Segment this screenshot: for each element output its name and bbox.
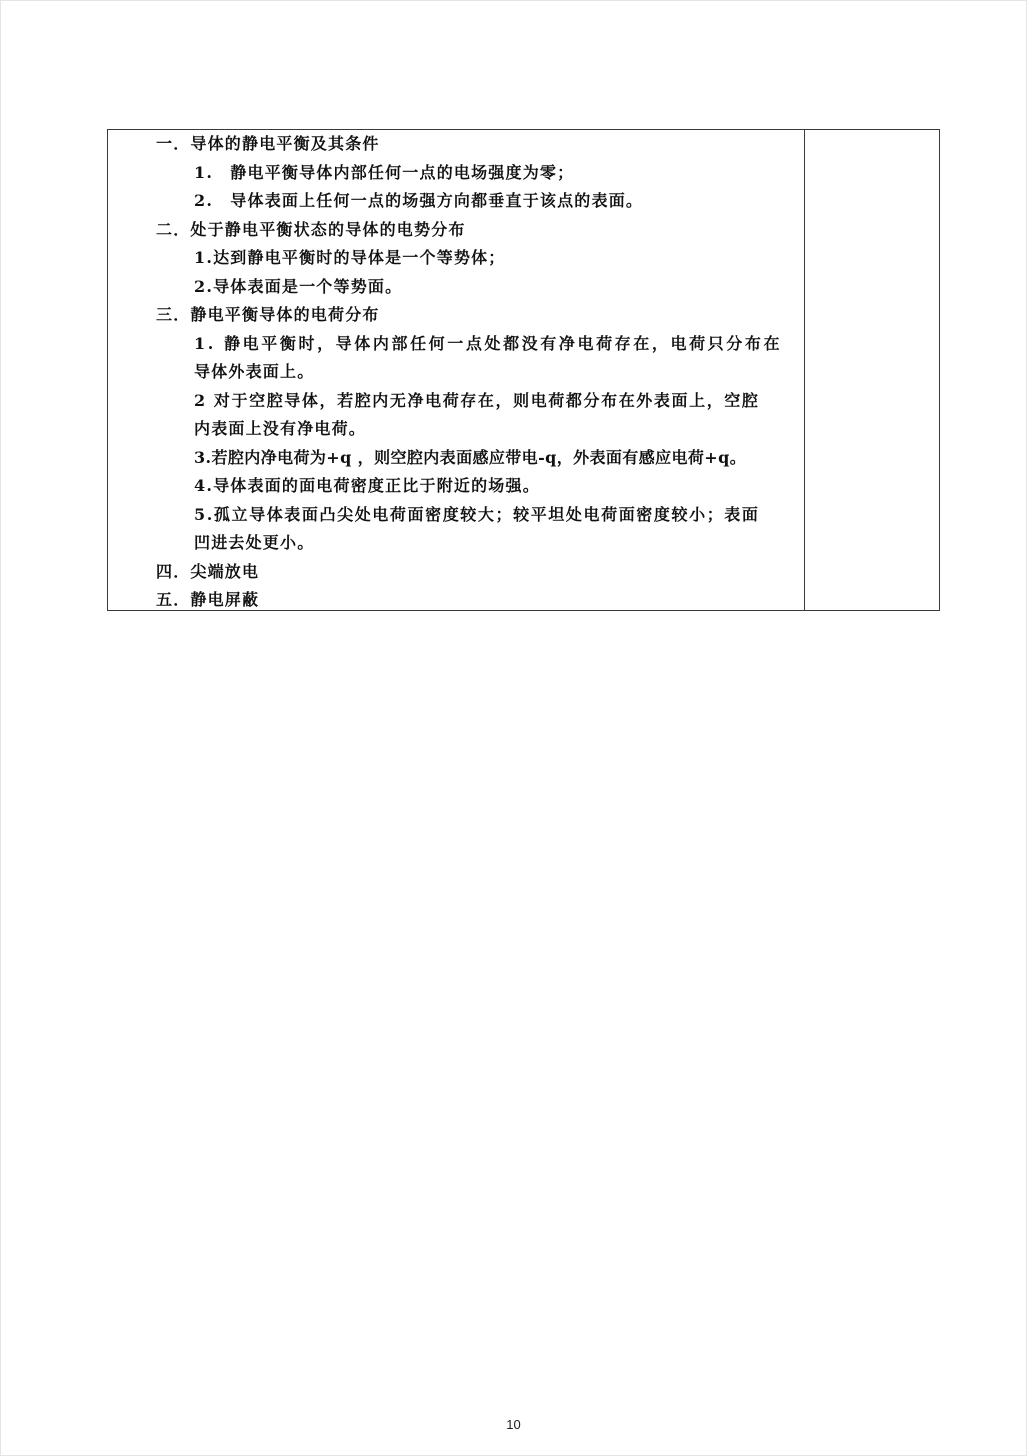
- section-heading-3: 三．静电平衡导体的电荷分布: [156, 305, 380, 324]
- section-heading-2: 二．处于静电平衡状态的导体的电势分布: [156, 220, 466, 239]
- outline-table: [107, 129, 940, 611]
- section-1-item-2: 2. 导体表面上任何一点的场强方向都垂直于该点的表面。: [194, 191, 644, 210]
- content-cell: [108, 130, 804, 610]
- section-3-item-4: 4.导体表面的面电荷密度正比于附近的场强。: [194, 476, 540, 495]
- section-3-item-5-line-2: 凹进去处更小。: [194, 533, 315, 552]
- section-heading-4: 四．尖端放电: [156, 562, 260, 581]
- column-divider: [804, 130, 805, 610]
- section-1-item-1: 1. 静电平衡导体内部任何一点的电场强度为零；: [194, 163, 575, 182]
- page-number: 10: [506, 1417, 521, 1432]
- section-2-item-1: 1.达到静电平衡时的导体是一个等势体；: [194, 248, 506, 267]
- section-3-item-3: 3.若腔内净电荷为+q ，则空腔内表面感应带电-q，外表面有感应电荷+q。: [194, 448, 747, 467]
- section-3-item-5-line-1: 5.孤立导体表面凸尖处电荷面密度较大；较平坦处电荷面密度较小；表面: [194, 505, 760, 524]
- section-3-item-1-line-2: 导体外表面上。: [194, 362, 315, 381]
- section-3-item-2-line-1: 2 对于空腔导体，若腔内无净电荷存在，则电荷都分布在外表面上，空腔: [194, 391, 760, 410]
- section-heading-1: 一．导体的静电平衡及其条件: [156, 134, 380, 153]
- section-2-item-2: 2.导体表面是一个等势面。: [194, 277, 403, 296]
- section-heading-5: 五．静电屏蔽: [156, 590, 260, 609]
- section-3-item-2-line-2: 内表面上没有净电荷。: [194, 419, 367, 438]
- section-3-item-1-line-1: 1. 静电平衡时，导体内部任何一点处都没有净电荷存在，电荷只分布在: [194, 334, 783, 353]
